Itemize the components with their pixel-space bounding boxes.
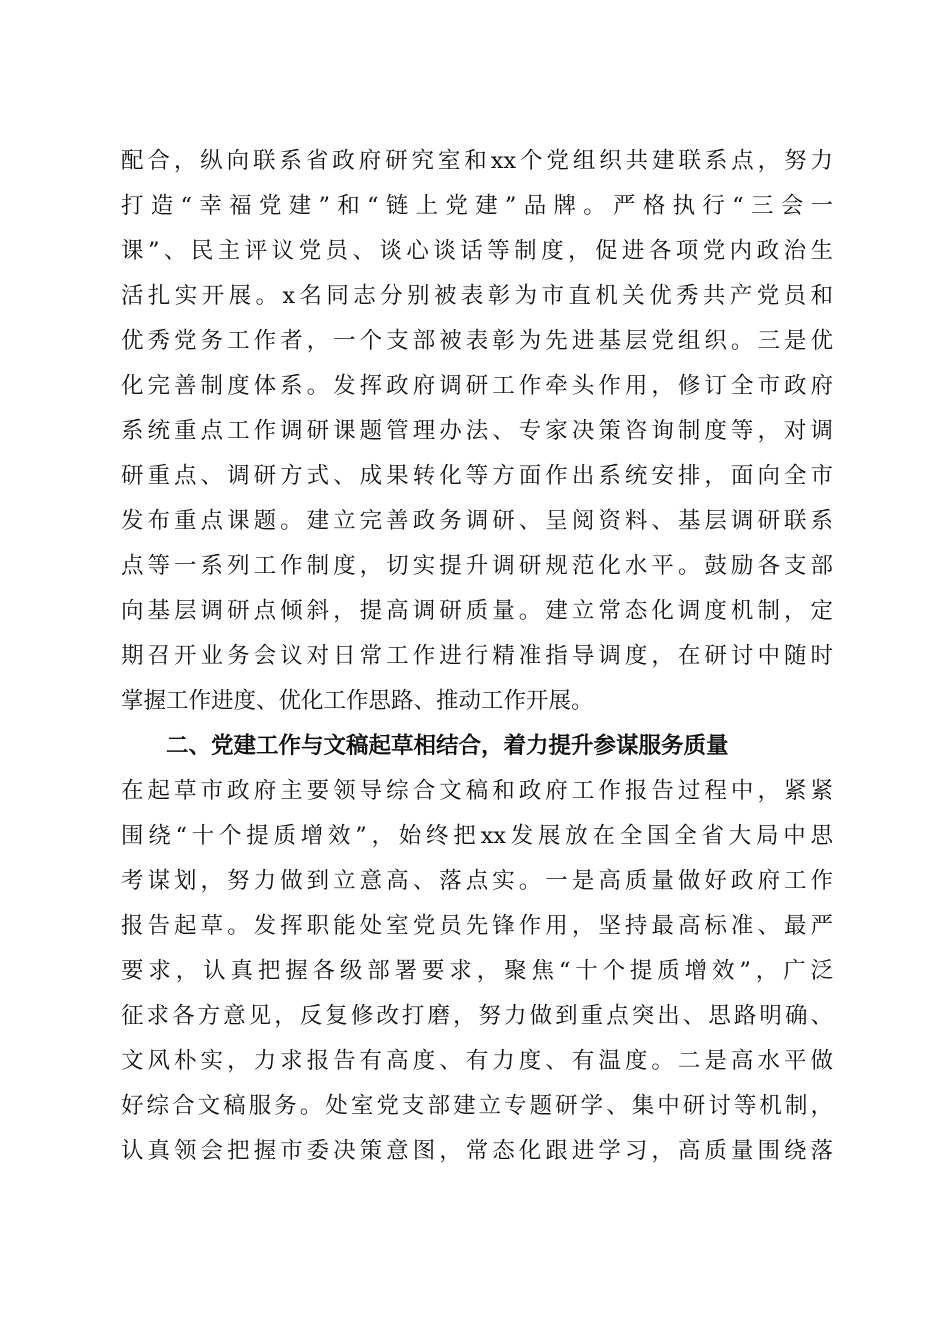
paragraph-line: 系统重点工作调研课题管理办法、专家决策咨询制度等，对调 <box>121 418 833 444</box>
paragraph-line: 报告起草。发挥职能处室党员先锋作用，坚持最高标准、最严 <box>121 913 833 939</box>
paragraph-line: 要求，认真把握各级部署要求，聚焦“十个提质增效”，广泛 <box>121 958 833 984</box>
paragraph-line: 好综合文稿服务。处室党支部建立专题研学、集中研讨等机制， <box>121 1093 833 1119</box>
paragraph-line: 研重点、调研方式、成果转化等方面作出系统安排，面向全市 <box>121 463 833 489</box>
paragraph-line: 化完善制度体系。发挥政府调研工作牵头作用，修订全市政府 <box>121 373 833 399</box>
paragraph-line: 认真领会把握市委决策意图，常态化跟进学习，高质量围绕落 <box>121 1138 833 1164</box>
paragraph-line: 活扎实开展。x名同志分别被表彰为市直机关优秀共产党员和 <box>121 283 833 309</box>
paragraph-line: 课”、民主评议党员、谈心谈话等制度，促进各项党内政治生 <box>121 238 833 264</box>
paragraph-line: 打造“幸福党建”和“链上党建”品牌。严格执行“三会一 <box>121 193 833 219</box>
paragraph-line: 优秀党务工作者，一个支部被表彰为先进基层党组织。三是优 <box>121 328 833 354</box>
section-heading: 二、党建工作与文稿起草相结合，着力提升参谋服务质量 <box>166 733 729 759</box>
paragraph-line: 围绕“十个提质增效”，始终把xx发展放在全国全省大局中思 <box>121 823 833 849</box>
paragraph-line: 配合，纵向联系省政府研究室和xx个党组织共建联系点，努力 <box>121 148 833 174</box>
paragraph-line: 在起草市政府主要领导综合文稿和政府工作报告过程中，紧紧 <box>121 778 833 804</box>
paragraph-line: 向基层调研点倾斜，提高调研质量。建立常态化调度机制，定 <box>121 598 833 624</box>
paragraph-line: 点等一系列工作制度，切实提升调研规范化水平。鼓励各支部 <box>121 553 833 579</box>
paragraph-line: 掌握工作进度、优化工作思路、推动工作开展。 <box>121 688 594 714</box>
paragraph-line: 考谋划，努力做到立意高、落点实。一是高质量做好政府工作 <box>121 868 833 894</box>
paragraph-line: 发布重点课题。建立完善政务调研、呈阅资料、基层调研联系 <box>121 508 833 534</box>
paragraph-line: 文风朴实，力求报告有高度、有力度、有温度。二是高水平做 <box>121 1048 833 1074</box>
paragraph-line: 期召开业务会议对日常工作进行精准指导调度，在研讨中随时 <box>121 643 833 669</box>
paragraph-line: 征求各方意见，反复修改打磨，努力做到重点突出、思路明确、 <box>121 1003 833 1029</box>
